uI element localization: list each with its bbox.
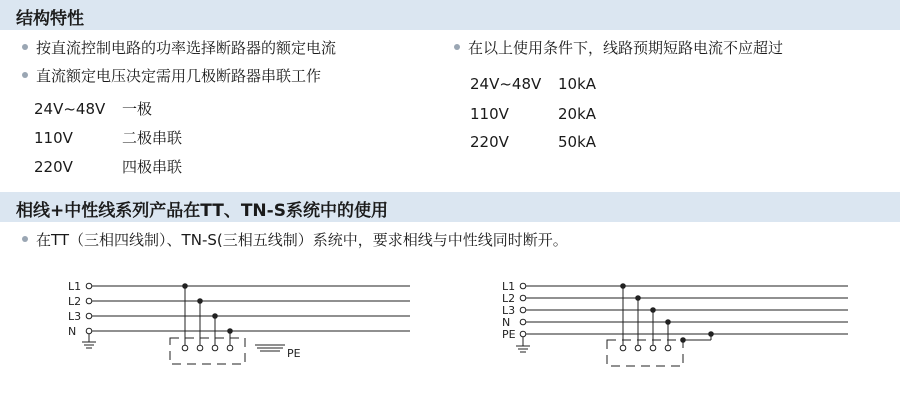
line-label-l1: L1 — [68, 280, 82, 293]
bullet-dot — [22, 236, 28, 242]
breaker-outline — [607, 340, 683, 366]
bullet-text: 按直流控制电路的功率选择断路器的额定电流 — [36, 39, 337, 57]
voltage-label: 24V~48V — [470, 75, 542, 93]
breaker-contact-icon — [665, 345, 671, 351]
bullet-dot — [22, 72, 28, 78]
bullet-rated-current — [22, 38, 336, 58]
terminal-icon — [520, 307, 526, 313]
bullet-poles — [22, 66, 321, 86]
line-label-n: N — [68, 325, 77, 338]
section-header-structure — [0, 0, 900, 30]
tns-wiring-diagram — [440, 270, 880, 380]
terminal-icon — [86, 298, 92, 304]
short-circuit-value: 50kA — [558, 133, 597, 151]
bullet-text: 在以上使用条件下，线路预期短路电流不应超过 — [468, 39, 784, 57]
breaker-contact-icon — [227, 345, 233, 351]
bullet-dot — [454, 44, 460, 50]
terminal-icon — [520, 295, 526, 301]
terminal-icon — [86, 328, 92, 334]
line-label-n: N — [502, 316, 511, 329]
voltage-label: 110V — [34, 129, 73, 147]
pole-config: 二极串联 — [122, 129, 183, 147]
tt-wiring-diagram — [0, 270, 440, 380]
voltage-label: 220V — [470, 133, 509, 151]
terminal-icon — [520, 331, 526, 337]
breaker-contact-icon — [182, 345, 188, 351]
breaker-contact-icon — [650, 345, 656, 351]
section-title: 结构特性 — [16, 9, 84, 29]
bullet-short-circuit — [454, 38, 783, 58]
pe-label: PE — [287, 347, 301, 360]
bullet-text: 在TT（三相四线制）、TN-S(三相五线制）系统中，要求相线与中性线同时断开。 — [36, 231, 568, 249]
line-label-l3: L3 — [68, 310, 82, 323]
voltage-label: 110V — [470, 105, 509, 123]
line-label-pe: PE — [502, 328, 516, 341]
line-label-l3: L3 — [502, 304, 516, 317]
short-circuit-value: 10kA — [558, 75, 597, 93]
terminal-icon — [520, 283, 526, 289]
line-label-l2: L2 — [502, 292, 516, 305]
voltage-label: 24V~48V — [34, 100, 106, 118]
breaker-outline — [170, 338, 245, 364]
terminal-icon — [86, 283, 92, 289]
breaker-contact-icon — [212, 345, 218, 351]
section-header-tt-tns — [0, 192, 900, 222]
short-circuit-value: 20kA — [558, 105, 597, 123]
bullet-simultaneous-break — [22, 230, 568, 250]
line-label-l1: L1 — [502, 280, 516, 293]
line-label-l2: L2 — [68, 295, 82, 308]
bullet-text: 直流额定电压决定需用几极断路器串联工作 — [36, 67, 322, 85]
terminal-icon — [520, 319, 526, 325]
pole-config: 四极串联 — [122, 158, 183, 176]
section-title: 相线+中性线系列产品在TT、TN-S系统中的使用 — [16, 201, 388, 221]
pole-config: 一极 — [122, 100, 153, 118]
breaker-contact-icon — [620, 345, 626, 351]
voltage-label: 220V — [34, 158, 73, 176]
terminal-icon — [86, 313, 92, 319]
breaker-contact-icon — [197, 345, 203, 351]
bullet-dot — [22, 44, 28, 50]
breaker-contact-icon — [635, 345, 641, 351]
